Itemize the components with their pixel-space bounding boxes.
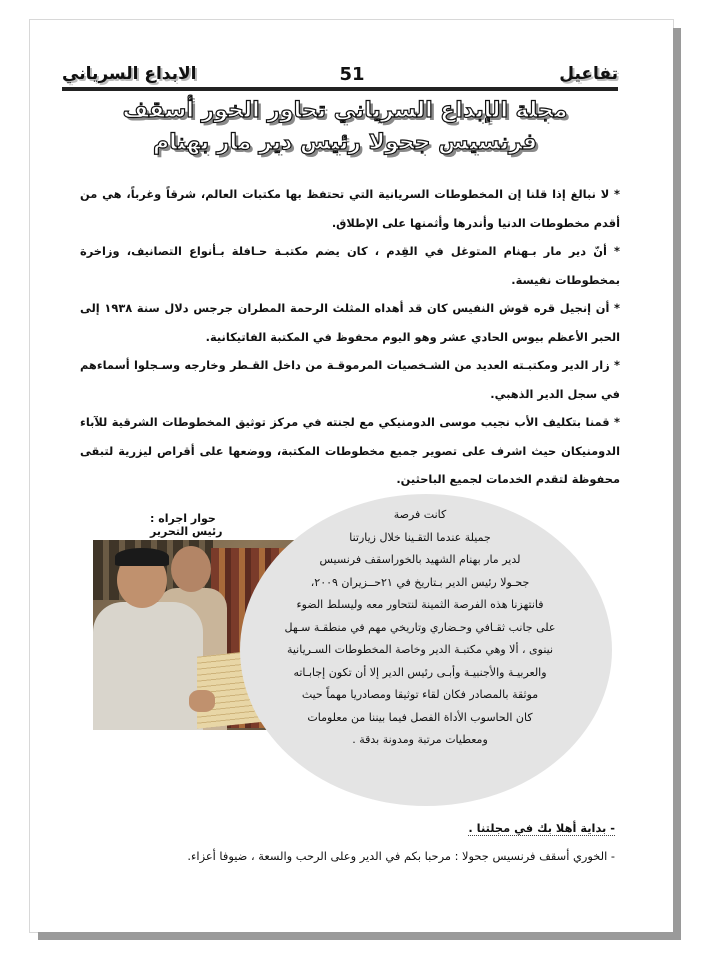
intro-text — [220, 504, 620, 752]
article-highlights — [80, 180, 620, 494]
intro-line: كان الحاسوب الأداة الفصل فيما بيننا من معلومات — [307, 710, 533, 724]
intro-line: جميلة عندما التقـينا خلال زيارتنا — [349, 530, 491, 544]
intro-line: والعربيـة والأجنبيـة وأبـى رئيس الدير إلا أن تكون إجابـاته — [293, 665, 547, 679]
intro-line: لدير مار بهنام الشهيد بالخوراسقف فرنسيس — [319, 553, 521, 566]
section-name: تفاعيل — [559, 64, 618, 84]
highlight-paragraph: * أن إنجيل قره قوش النفيس كان قد أهداه المثلث الرحمة المطران جرجس دلال سنة ١٩٣٨ إلى الحبر الأعظم بيوس الحادي عشر وهو اليوم محفوظ في المكتبة الفاتيكانية. — [80, 301, 621, 344]
intro-line: على جانب ثقـافي وحـضاري وتاريخي مهم في منطقـة سـهل — [284, 620, 556, 634]
highlight-paragraph: * قمنا بتكليف الأب نجيب موسى الدومنيكي مع لجنته في مركز توثيق المخطوطات الشرقية للآباء الدومنيكان حيث اشرف على تصوير جميع مخطوطات المكتبة، ووضعها على أقراص ليزرية لتبقى محفوظة لتقدم الخدمات لجميع الباحثين. — [80, 415, 620, 486]
intro-line: جحـولا رئيس الدير بـتاريخ في ٢١حــزيران ٢٠٠٩، — [310, 575, 530, 589]
interview-answer: - الخوري أسقف فرنسيس جحولا : مرحبا بكم في الدير وعلى الرحب والسعة ، ضيوفا أعزاء. — [187, 849, 615, 863]
highlight-paragraph: * زار الدير ومكتبـته العديد من الشـخصيات المرموقـة من داخل القـطر وخارجه وسـجلوا أسماءهم في سجل الدير الذهبي. — [80, 358, 620, 401]
article-title-line-1: مجلة الإبداع السرياني تحاور الخور أسقف — [122, 98, 568, 123]
interview-start — [100, 814, 615, 870]
intro-line: نينوى ، ألا وهي مكتبـة الدير وخاصة المخطوطات السـريانية — [286, 643, 554, 656]
interview-credit: حوار اجراه : رئيس التحرير — [150, 512, 223, 538]
intro-line: ومعطيات مرتبة ومدونة بدقة . — [352, 733, 488, 746]
magazine-name: الابداع السرياني — [62, 64, 197, 84]
page-number: 51 — [339, 64, 365, 85]
highlight-paragraph: * أنّ دير مار بـهنام المتوغل في القِدم ، كان يضم مكتبـة حـافلة بـأنواع التصانيف، وزاخرة بمخطوطات نفيسة. — [80, 244, 620, 287]
article-title-line-2: فرنسيس جحولا رئيس دير مار بهنام — [153, 130, 537, 155]
intro-line: موثقة بالمصادر فكان لقاء توثيقا ومصادريا مهماً حيث — [301, 688, 539, 701]
highlight-paragraph: * لا نبالغ إذا قلنا إن المخطوطات السريانية التي تحتفظ بها مكتبات العالم، شرقاً وغرباً، هي من أقدم مخطوطات الدنيا وأندرها وأثمنها على الإطلاق. — [80, 187, 620, 230]
header-rule — [62, 87, 618, 91]
intro-line: كانت فرصة — [393, 508, 447, 521]
page-header — [62, 64, 618, 88]
interview-question: - بداية أهلا بك في مجلتنا . — [468, 821, 615, 835]
intro-line: فانتهزنا هذه الفرصة الثمينة لنتحاور معه وليسلط الضوء — [296, 598, 544, 611]
